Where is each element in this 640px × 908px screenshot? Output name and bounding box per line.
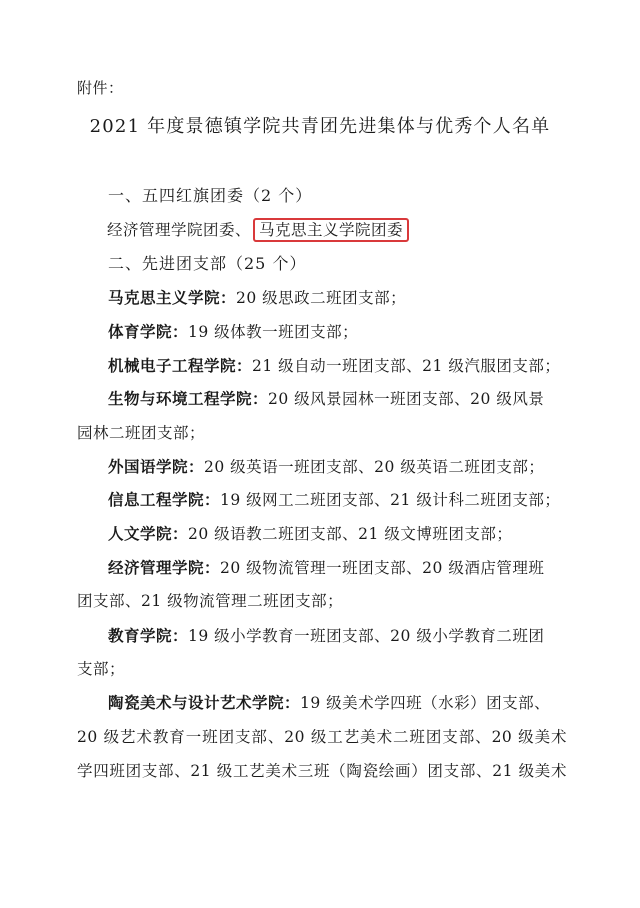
entry-college: 经济管理学院： xyxy=(108,558,221,577)
entry-college: 机械电子工程学院： xyxy=(108,356,253,375)
entry-ceramic-art xyxy=(108,693,550,713)
entry-sports xyxy=(108,322,358,342)
entry-education xyxy=(108,626,544,646)
entry-college: 教育学院： xyxy=(108,626,189,645)
section1-item-economics: 经济管理学院团委、 xyxy=(107,221,252,239)
entry-economics-cont: 团支部、21 级物流管理二班团支部； xyxy=(77,592,344,610)
entry-marxism xyxy=(108,288,406,308)
entry-text: 20 级物流管理一班团支部、20 级酒店管理班 xyxy=(220,559,545,577)
entry-foreign-lang xyxy=(108,457,544,477)
highlighted-item-marxism: 马克思主义学院团委 xyxy=(253,218,409,242)
entry-college: 人文学院： xyxy=(108,524,189,543)
entry-info-eng xyxy=(108,490,560,510)
document-title: 2021 年度景德镇学院共青团先进集体与优秀个人名单 xyxy=(89,116,551,137)
entry-college: 生物与环境工程学院： xyxy=(108,389,269,408)
entry-text: 20 级语教二班团支部、21 级文博班团支部； xyxy=(188,525,513,543)
section1-items xyxy=(107,220,409,240)
entry-text: 19 级美术学四班（水彩）团支部、 xyxy=(300,694,551,712)
entry-text: 20 级思政二班团支部； xyxy=(236,289,407,307)
entry-text: 21 级自动一班团支部、21 级汽服团支部； xyxy=(252,357,561,375)
entry-college: 马克思主义学院： xyxy=(108,288,237,307)
section1-heading: 一、五四红旗团委（2 个） xyxy=(108,186,313,205)
entry-text: 19 级小学教育一班团支部、20 级小学教育二班团 xyxy=(188,627,545,645)
entry-text: 20 级风景园林一班团支部、20 级风景 xyxy=(268,390,545,408)
entry-college: 陶瓷美术与设计艺术学院： xyxy=(108,693,301,712)
entry-mechatronics xyxy=(108,356,560,376)
entry-economics xyxy=(108,558,544,578)
entry-text: 20 级英语一班团支部、20 级英语二班团支部； xyxy=(204,458,545,476)
entry-text: 19 级网工二班团支部、21 级计科二班团支部； xyxy=(220,491,561,509)
entry-college: 信息工程学院： xyxy=(108,490,221,509)
annex-label: 附件： xyxy=(77,79,124,97)
entry-bio-env-cont: 园林二班团支部； xyxy=(77,424,206,442)
section2-heading: 二、先进团支部（25 个） xyxy=(108,254,307,273)
entry-ceramic-art-cont-1: 20 级艺术教育一班团支部、20 级工艺美术二班团支部、20 级美术 xyxy=(77,728,567,746)
entry-college: 体育学院： xyxy=(108,322,189,341)
entry-text: 19 级体教一班团支部； xyxy=(188,323,359,341)
entry-ceramic-art-cont-2: 学四班团支部、21 级工艺美术三班（陶瓷绘画）团支部、21 级美术 xyxy=(77,762,567,780)
entry-humanities xyxy=(108,524,512,544)
entry-bio-env xyxy=(108,389,544,409)
entry-college: 外国语学院： xyxy=(108,457,205,476)
entry-education-cont: 支部； xyxy=(77,660,126,678)
